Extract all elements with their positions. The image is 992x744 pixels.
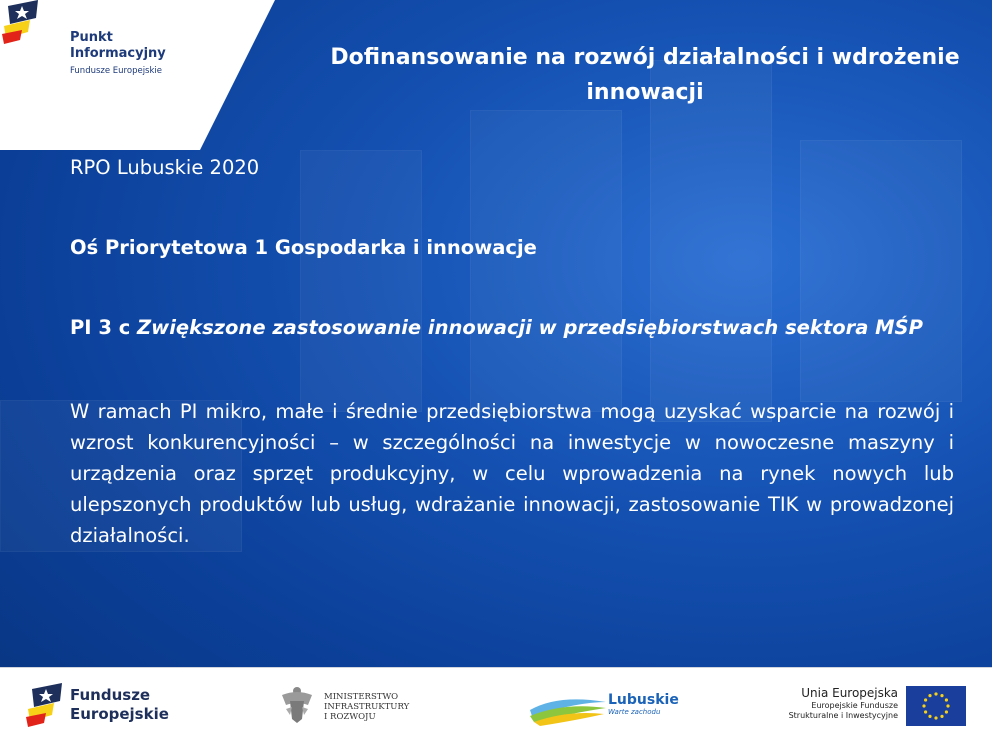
ministry-line3: I ROZWOJU [324,712,376,722]
program-name: RPO Lubuskie 2020 [70,156,260,179]
logo-line-informacyjny: Informacyjny [70,46,166,61]
footer-logo-bar [0,667,992,744]
investment-priority [70,316,954,339]
eu-sub1: Europejskie Fundusze [811,701,898,710]
priority-axis: Oś Priorytetowa 1 Gospodarka i innowacje [70,236,537,259]
logo-panel [0,0,275,150]
eu-sub2: Strukturalne i Inwestycyjne [788,711,898,720]
logo-line-fundusze: Fundusze Europejskie [70,66,162,76]
ministry-line2: INFRASTRUKTURY [324,702,410,712]
description-paragraph: W ramach PI mikro, małe i średnie przedsiębiorstwa mogą uzyskać wsparcie na rozwój i wzrost konkurencyjności – w szczególności na inwestycje w nowoczesne maszyny i urządzenia oraz sprzęt produkcyjny, w celu wprowadzenia na rynek nowych lub ulepszonych produktów lub usług, wdrażanie innowacji, zastosowanie TIK w prowadzonej działalności. [70,400,954,547]
eu-funds-star-icon [24,683,64,727]
eu-name: Unia Europejska [801,686,898,700]
pi-title: Zwiększone zastosowanie innowacji w przedsiębiorstwach sektora MŚP [137,316,923,339]
fe-line1: Fundusze [70,686,151,704]
ministry-line1: MINISTERSTWO [324,692,399,702]
lubuskie-tagline: Warte zachodu [608,708,661,716]
page-title: Dofinansowanie na rozwój działalności i wdrożenie innowacji [330,45,960,105]
logo-text [70,30,166,79]
lubuskie-logo-text [608,692,679,717]
eu-logo-text [768,686,898,721]
pi-prefix: PI 3 c [70,316,138,339]
eu-funds-star-icon [0,0,40,44]
lubuskie-logo-icon [528,692,608,726]
lubuskie-name: Lubuskie [608,692,679,708]
background-pane [300,150,422,412]
logo-line-punkt: Punkt [70,30,113,45]
eu-flag-icon [906,686,966,726]
ministry-logo-text [324,692,409,722]
fe-line2: Europejskie [70,705,169,723]
fundusze-europejskie-logo [70,686,169,724]
polish-eagle-icon [278,685,316,725]
background-pane [800,140,962,402]
